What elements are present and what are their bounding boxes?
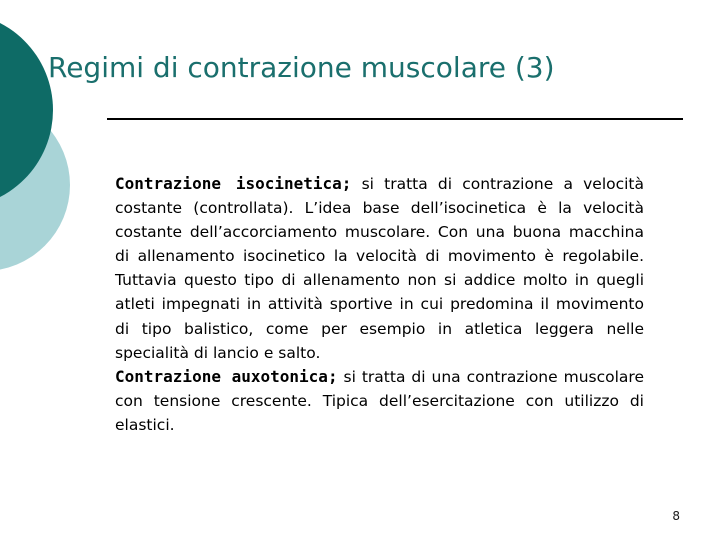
text-isocinetica: si tratta di contrazione a velocità costante (controllata). L’idea base dell’isocinetica è la velocità costante dell’accorciamento muscolare. Con una buona macchina di allenamento isocinetico la velocità di movimento è regolabile. Tuttavia questo tipo di allenamento non si addice molto in quegli atleti impegnati in attività sportive in cui predomina il movimento di tipo balistico, come per esempio in atletica leggera nelle specialità di lancio e salto. [115, 175, 645, 362]
page-number: 8 [672, 509, 680, 523]
paragraph-isocinetica [115, 172, 644, 365]
paragraph-auxotonica [115, 365, 644, 437]
term-isocinetica: Contrazione isocinetica; [115, 174, 352, 193]
slide-title: Regimi di contrazione muscolare (3) [48, 51, 555, 84]
term-auxotonica: Contrazione auxotonica; [115, 366, 338, 386]
slide-body [115, 172, 644, 437]
decorative-circles [0, 0, 80, 300]
title-underline [107, 118, 683, 120]
text-auxotonica: si tratta di una contrazione muscolare con tensione crescente. Tipica dell’esercitazione con utilizzo di elastici. [115, 367, 644, 434]
